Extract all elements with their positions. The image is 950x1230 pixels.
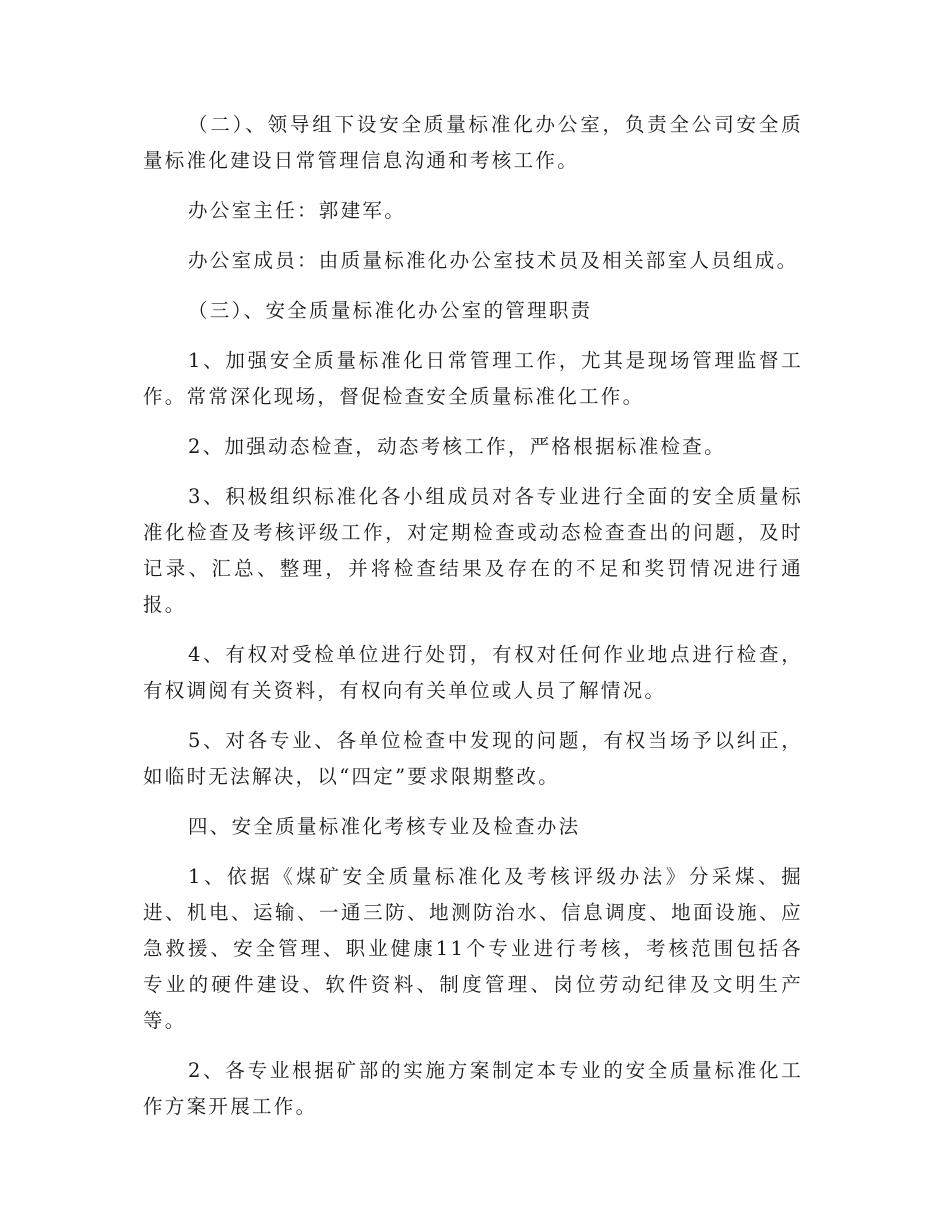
paragraph-duty-3: 3、积极组织标准化各小组成员对各专业进行全面的安全质量标准化检查及考核评级工作，对定期检查或动态检查查出的问题，及时记录、汇总、整理，并将检查结果及存在的不足和奖罚情况进行通报。 (143, 485, 803, 616)
paragraph-duty-4: 4、有权对受检单位进行处罚，有权对任何作业地点进行检查，有权调阅有关资料，有权向有关单位或人员了解情况。 (143, 643, 803, 702)
paragraph-duty-5: 5、对各专业、各单位检查中发现的问题，有权当场予以纠正，如临时无法解决，以“四定”要求限期整改。 (143, 729, 803, 788)
paragraph-assessment-2: 2、各专业根据矿部的实施方案制定本专业的安全质量标准化工作方案开展工作。 (143, 1059, 803, 1118)
paragraph-office-setup: （二）、领导组下设安全质量标准化办公室，负责全公司安全质量标准化建设日常管理信息沟通和考核工作。 (143, 113, 803, 172)
paragraph-assessment-1: 1、依据《煤矿安全质量标准化及考核评级办法》分采煤、掘进、机电、运输、一通三防、地测防治水、信息调度、地面设施、应急救援、安全管理、职业健康11个专业进行考核，考核范围包括各专业的硬件建设、软件资料、制度管理、岗位劳动纪律及文明生产等。 (143, 865, 803, 1032)
section-heading-assessment: 四、安全质量标准化考核专业及检查办法 (188, 815, 581, 838)
paragraph-office-members: 办公室成员：由质量标准化办公室技术员及相关部室人员组成。 (188, 249, 799, 272)
paragraph-duty-1: 1、加强安全质量标准化日常管理工作，尤其是现场管理监督工作。常常深化现场，督促检查安全质量标准化工作。 (143, 349, 803, 408)
paragraph-duty-2: 2、加强动态检查，动态考核工作，严格根据标准检查。 (188, 435, 726, 458)
section-heading-duties: （三）、安全质量标准化办公室的管理职责 (188, 299, 593, 322)
paragraph-office-director: 办公室主任：郭建军。 (188, 199, 407, 222)
document-body (143, 107, 803, 1125)
